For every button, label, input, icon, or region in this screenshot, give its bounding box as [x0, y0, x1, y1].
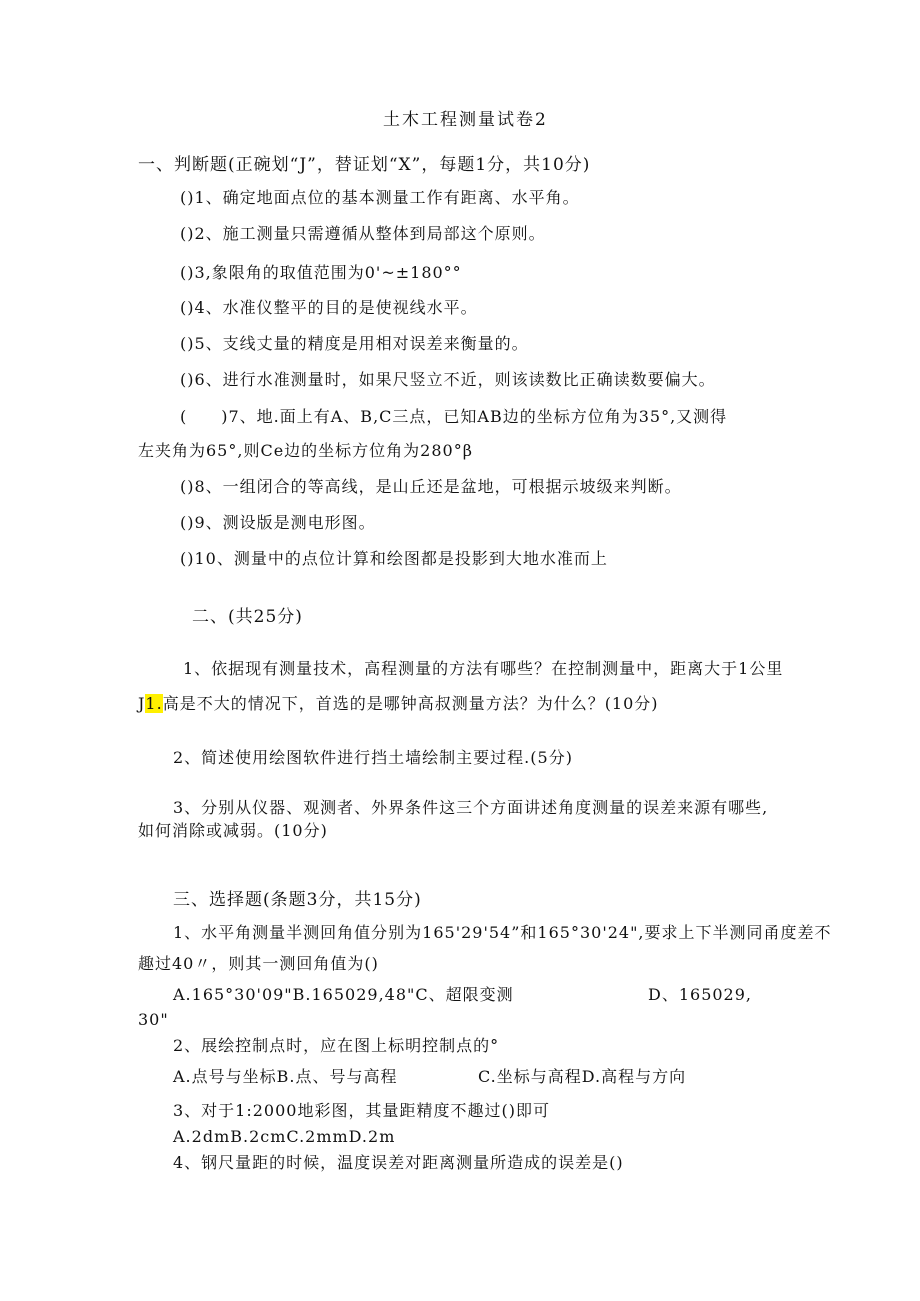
judgement-item-6: ()6、进行水准测量时，如果尺竖立不近，则该读数比正确读数要偏大。 — [180, 370, 716, 389]
choice-q1-options-abc: A.165°30'09"B.165029,48"C、超限变测 — [173, 985, 514, 1004]
choice-q2-options-ab: A.点号与坐标B.点、号与高程 — [173, 1067, 398, 1086]
choice-q1-option-d-cont: 30" — [138, 1010, 169, 1029]
judgement-item-3: ()3,象限角的取值范围为0'~±180°° — [180, 263, 462, 282]
short-answer-q2: 2、简述使用绘图软件进行挡土墙绘制主要过程.(5分) — [173, 748, 573, 767]
judgement-item-2: ()2、施工测量只需遵循从整体到局部这个原则。 — [180, 224, 546, 243]
choice-q1-line1: 1、水平角测量半测回角值分别为165'29'54”和165°30'24",要求上下半测同甬度差不 — [173, 923, 832, 942]
choice-q3-options: A.2dmB.2cmC.2mmD.2m — [173, 1127, 396, 1146]
short-answer-q3-line2: 如何消除或减弱。(10分) — [138, 821, 328, 840]
section3-heading: 三、选择题(条题3分，共15分) — [173, 890, 422, 910]
judgement-item-1: ()1、确定地面点位的基本测量工作有距离、水平角。 — [180, 188, 580, 207]
choice-q2: 2、展绘控制点时，应在图上标明控制点的° — [173, 1036, 500, 1055]
judgement-item-8: ()8、一组闭合的等高线，是山丘还是盆地，可根据示坡级来判断。 — [180, 477, 682, 496]
judgement-item-4: ()4、水准仪整平的目的是使视线水平。 — [180, 298, 478, 317]
choice-q1-line2: 趣过40〃，则其一测回角值为() — [138, 954, 379, 973]
judgement-item-7: ( )7、地.面上有A、B,C三点，已知AB边的坐标方位角为35°,又测得 — [180, 407, 728, 426]
choice-q2-options-cd: C.坐标与高程D.高程与方向 — [478, 1067, 687, 1086]
judgement-item-7-cont: 左夹角为65°,则Ce边的坐标方位角为280°β — [138, 441, 473, 460]
q1-line2-rest: 高是不大的情况下，首选的是哪钟高叔测量方法？为什么？(10分) — [162, 694, 659, 713]
short-answer-q3-line1: 3、分别从仪器、观测者、外界条件这三个方面讲述角度测量的误差来源有哪些, — [173, 798, 769, 817]
judgement-item-9: ()9、测设版是测电形图。 — [180, 513, 376, 532]
choice-q1-option-d: D、165029, — [648, 985, 752, 1004]
choice-q3: 3、对于1:2000地彩图，其量距精度不趣过()即可 — [173, 1101, 550, 1120]
q1-line2-prefix: J — [138, 694, 146, 713]
highlight-mark: 1. — [145, 694, 163, 713]
short-answer-q1-line2 — [138, 694, 659, 714]
judgement-item-10: ()10、测量中的点位计算和绘图都是投影到大地水准而上 — [180, 549, 608, 568]
section1-heading: 一、判断题(正碗划“J”，替证划“X”，每题1分，共10分) — [138, 155, 591, 175]
section2-heading: 二、(共25分) — [192, 607, 303, 627]
judgement-item-5: ()5、支线丈量的精度是用相对误差来衡量的。 — [180, 334, 529, 353]
short-answer-q1-line1: 1、依据现有测量技术，高程测量的方法有哪些？在控制测量中，距离大于1公里 — [183, 659, 784, 678]
page-title: 土木工程测量试卷2 — [383, 110, 548, 130]
choice-q4: 4、钢尺量距的时候，温度误差对距离测量所造成的误差是() — [173, 1153, 624, 1172]
